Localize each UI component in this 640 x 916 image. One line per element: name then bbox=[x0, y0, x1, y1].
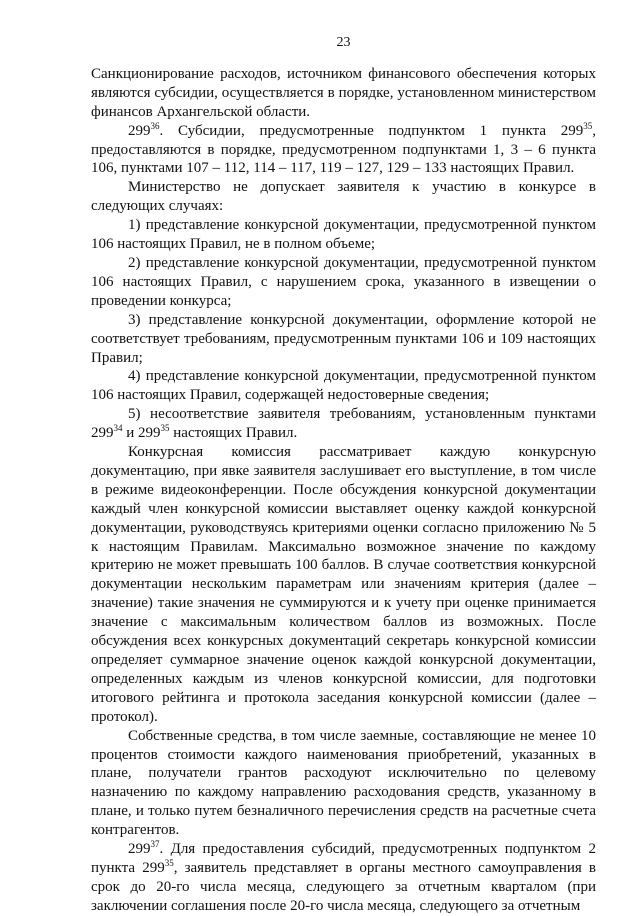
superscript: 36 bbox=[150, 120, 160, 131]
paragraph bbox=[91, 178, 596, 216]
paragraph bbox=[91, 840, 596, 916]
superscript: 35 bbox=[160, 423, 170, 434]
text-run: и 299 bbox=[122, 425, 161, 442]
paragraph bbox=[91, 65, 596, 122]
text-run: Конкурсная комиссия рассматривает каждую конкурсную документацию, при явке заявителя заслушивает его выступление, в том числе в режиме видеоконференции. После обсуждения конкурсной документации каждый член конкурсной комиссии выставляет оценку каждой конкурсной документации, руководствуясь критериями оценки согласно приложению № 5 к настоящим Правилам. Максимально возможное значение по каждому критерию не может превышать 100 баллов. В случае соответствия конкурсной документации нескольким параметрам или значениям критерия (далее – значение) такие значения не суммируются и к учету при оценке принимается значение с максимальным количеством баллов из возможных. После обсуждения всех конкурсных документаций секретарь конкурсной комиссии определяет суммарное значение оценок каждой конкурсной документации, определенных каждым из членов конкурсной комиссии, для подготовки итогового рейтинга и протокола заседания конкурсной комиссии (далее – протокол). bbox=[91, 444, 596, 725]
document-body bbox=[91, 65, 596, 916]
text-run: 3) представление конкурсной документации, оформление которой не соответствует требованиям, предусмотренным пунктами 106 и 109 настоящих Правил; bbox=[91, 311, 596, 366]
text-run: Санкционирование расходов, источником финансового обеспечения которых являются субсидии, осуществляется в порядке, установленном министерством финансов Архангельской области. bbox=[91, 65, 596, 120]
text-run: , предоставляются в порядке, предусмотренном подпунктами 1, 3 – 6 пункта 106, пунктами 107 – 112, 114 – 117, 119 – 127, 129 – 133 настоящих Правил. bbox=[91, 122, 596, 177]
text-run: Собственные средства, в том числе заемные, составляющие не менее 10 процентов стоимости каждого наименования приобретений, указанных в плане, получатели грантов расходуют исключительно по целевому назначению по каждому направлению расходования средств, указанному в плане, и только путем безналичного перечисления средств на расчетные счета контрагентов. bbox=[91, 727, 596, 839]
paragraph bbox=[91, 216, 596, 254]
paragraph bbox=[91, 405, 596, 443]
text-run: 299 bbox=[128, 841, 151, 858]
text-run: . Для предоставления субсидий, предусмотренных подпунктом 2 пункта 299 bbox=[91, 841, 596, 876]
text-run: 4) представление конкурсной документации, предусмотренной пунктом 106 настоящих Правил, содержащей недостоверные сведения; bbox=[91, 368, 596, 404]
superscript: 34 bbox=[113, 423, 123, 434]
superscript: 37 bbox=[150, 839, 160, 850]
superscript: 35 bbox=[164, 857, 174, 868]
text-run: , заявитель представляет в органы местного самоуправления в срок до 20-го числа месяца, следующего за отчетным кварталом (при заключении соглашения после 20-го числа месяца, следующего за отчетным bbox=[91, 859, 597, 914]
paragraph bbox=[91, 254, 596, 311]
paragraph bbox=[91, 122, 596, 179]
text-run: 5) несоответствие заявителя требованиям, установленным пунктами 299 bbox=[91, 406, 596, 442]
text-run: 1) представление конкурсной документации, предусмотренной пунктом 106 настоящих Правил, не в полном объеме; bbox=[91, 217, 596, 253]
superscript: 35 bbox=[583, 120, 593, 131]
text-run: настоящих Правил. bbox=[169, 425, 298, 442]
paragraph bbox=[91, 311, 596, 368]
text-run: Министерство не допускает заявителя к участию в конкурсе в следующих случаях: bbox=[91, 179, 596, 215]
page-number: 23 bbox=[336, 35, 351, 50]
text-run: 2) представление конкурсной документации, предусмотренной пунктом 106 настоящих Правил, с нарушением срока, указанного в извещении о проведении конкурса; bbox=[91, 254, 596, 309]
paragraph bbox=[91, 367, 596, 405]
paragraph bbox=[91, 727, 596, 840]
paragraph bbox=[91, 443, 596, 727]
text-run: . Субсидии, предусмотренные подпунктом 1 пункта 299 bbox=[159, 122, 584, 139]
text-run: 299 bbox=[128, 122, 151, 139]
